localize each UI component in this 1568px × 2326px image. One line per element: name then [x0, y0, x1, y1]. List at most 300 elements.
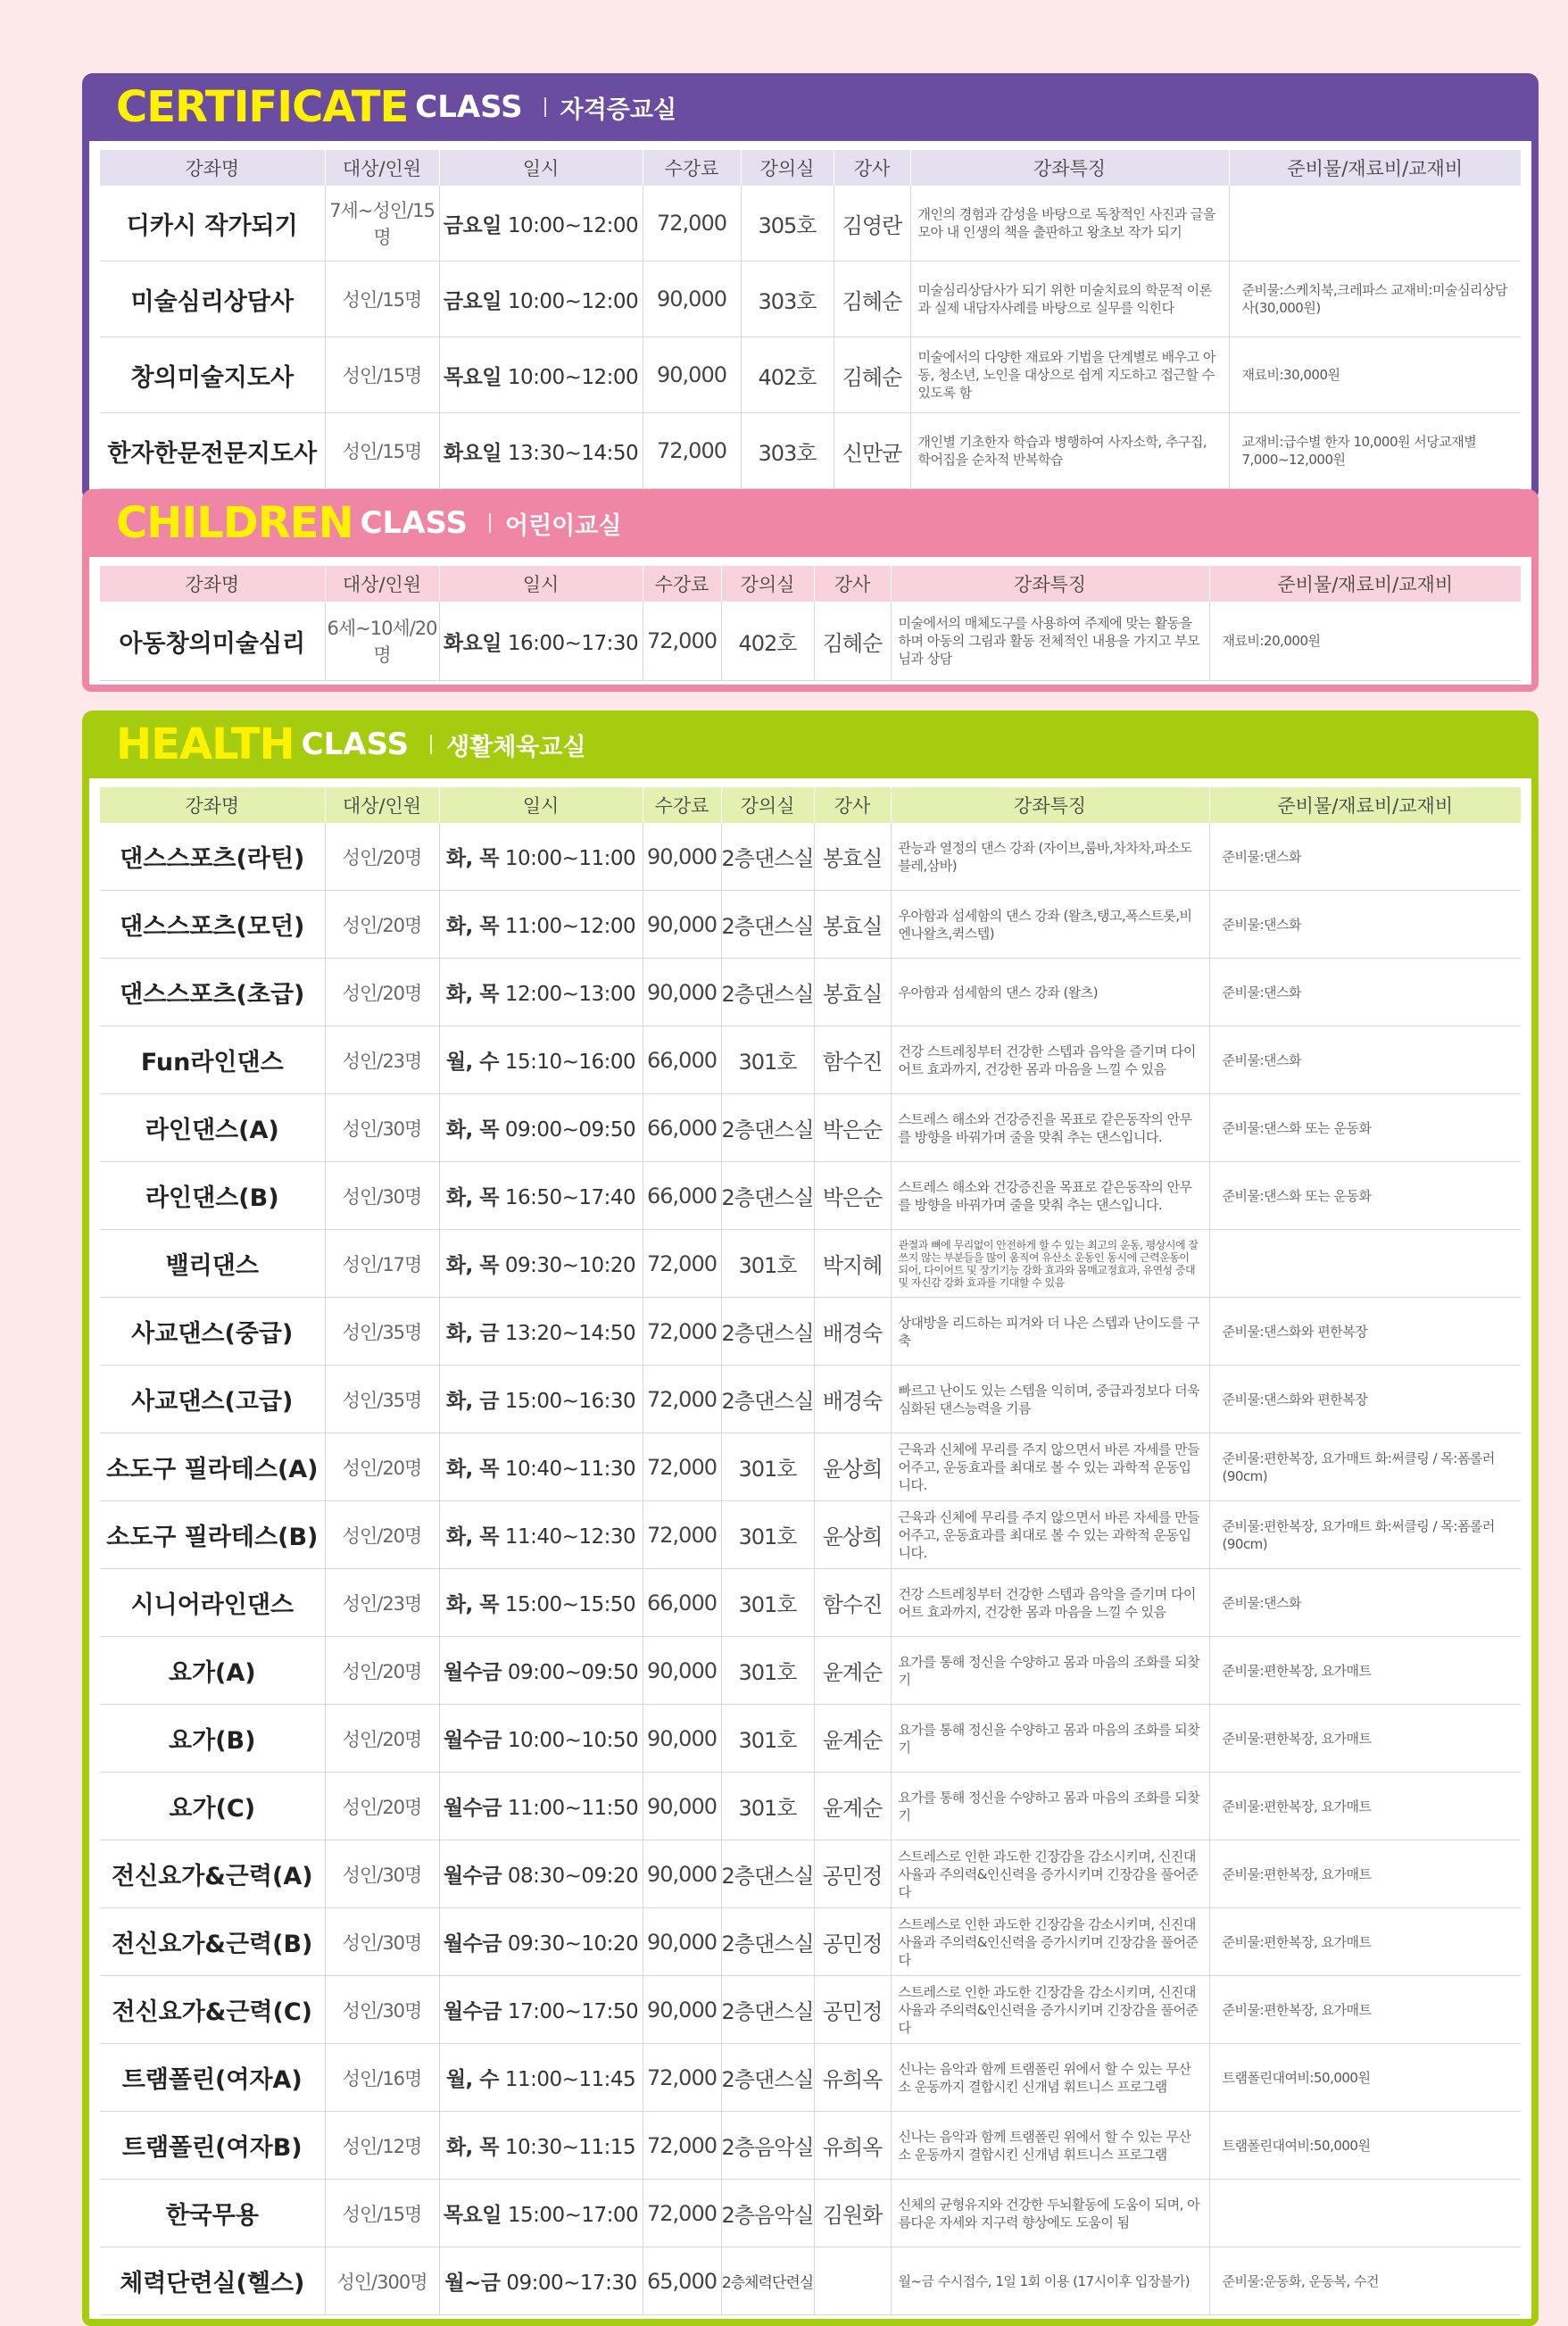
table-row	[100, 959, 1521, 1026]
course-fee: 90,000	[643, 823, 721, 891]
course-teacher: 공민정	[814, 1908, 891, 1976]
course-hours: 10:30~11:15	[504, 2136, 636, 2159]
course-room: 303호	[741, 413, 834, 489]
course-schedule	[439, 1230, 643, 1298]
course-day: 화, 목	[445, 915, 500, 938]
course-target: 성인/15명	[325, 2180, 439, 2247]
course-name: 밸리댄스	[100, 1230, 325, 1298]
course-teacher: 윤계순	[814, 1773, 891, 1840]
health-table-wrap	[82, 778, 1539, 2326]
course-hours: 10:00~12:00	[507, 213, 639, 237]
course-target: 성인/15명	[325, 262, 439, 337]
course-fee: 90,000	[643, 1976, 721, 2044]
course-day: 월수금	[443, 1865, 502, 1888]
table-header-row	[100, 566, 1521, 602]
course-hours: 12:00~13:00	[504, 983, 636, 1006]
column-header-prep: 준비물/재료비/교재비	[1209, 566, 1521, 602]
course-room: 2층음악실	[721, 2112, 814, 2180]
course-schedule	[439, 1298, 643, 1366]
table-row	[100, 1705, 1521, 1773]
course-hours: 11:00~12:00	[504, 915, 636, 938]
course-day: 화, 금	[445, 1390, 500, 1413]
course-name: 소도구 필라테스(B)	[100, 1501, 325, 1569]
table-row	[100, 1094, 1521, 1162]
column-header-prep: 준비물/재료비/교재비	[1209, 787, 1521, 823]
table-body	[100, 602, 1521, 681]
course-name: 사교댄스(고급)	[100, 1366, 325, 1433]
course-target: 성인/30명	[325, 1976, 439, 2044]
course-fee: 72,000	[643, 1366, 721, 1433]
table-row	[100, 823, 1521, 891]
course-feature: 상대방을 리드하는 피겨와 더 나은 스텝과 난이도를 구축	[891, 1298, 1209, 1366]
course-schedule	[439, 1094, 643, 1162]
divider	[489, 513, 491, 533]
column-header-target: 대상/인원	[325, 787, 439, 823]
course-fee: 90,000	[643, 337, 741, 413]
course-prep	[1229, 186, 1521, 262]
course-room: 2층체력단련실	[721, 2247, 814, 2315]
course-target: 성인/30명	[325, 1840, 439, 1908]
course-name: 트램폴린(여자B)	[100, 2112, 325, 2180]
course-feature: 관능과 열정의 댄스 강좌 (자이브,룸바,차차차,파소도블레,삼바)	[891, 823, 1209, 891]
table-row	[100, 1976, 1521, 2044]
course-target: 성인/20명	[325, 891, 439, 959]
course-prep: 재료비:20,000원	[1209, 602, 1521, 681]
course-feature: 우아함과 섬세함의 댄스 강좌 (왈츠)	[891, 959, 1209, 1026]
column-header-target: 대상/인원	[325, 566, 439, 602]
course-teacher: 배경숙	[814, 1298, 891, 1366]
course-name: 라인댄스(B)	[100, 1162, 325, 1230]
course-day: 화, 목	[445, 1458, 500, 1481]
course-teacher: 신만균	[834, 413, 910, 489]
health-section	[82, 710, 1539, 2326]
course-room: 2층댄스실	[721, 1094, 814, 1162]
course-name: 트램폴린(여자A)	[100, 2044, 325, 2112]
course-hours: 09:30~10:20	[504, 1254, 636, 1277]
course-prep: 준비물:댄스화와 편한복장	[1209, 1366, 1521, 1433]
course-feature: 요가를 통해 정신을 수양하고 몸과 마음의 조화를 되찾기	[891, 1705, 1209, 1773]
table-row	[100, 2044, 1521, 2112]
course-schedule	[439, 337, 643, 413]
course-day: 월, 수	[445, 1051, 500, 1074]
children-header	[82, 489, 1539, 557]
course-fee: 90,000	[643, 1908, 721, 1976]
course-target: 성인/20명	[325, 823, 439, 891]
table-row	[100, 337, 1521, 413]
children-title: CHILDREN	[116, 498, 353, 548]
course-target: 성인/300명	[325, 2247, 439, 2315]
course-feature: 우아함과 섬세함의 댄스 강좌 (왈츠,탱고,폭스트롯,비엔나왈츠,퀵스텝)	[891, 891, 1209, 959]
course-hours: 13:20~14:50	[504, 1322, 636, 1345]
course-feature: 건강 스트레칭부터 건강한 스텝과 음악을 즐기며 다이어트 효과까지, 건강한 몸과 마음을 느낄 수 있음	[891, 1026, 1209, 1094]
course-day: 화요일	[443, 631, 502, 655]
course-prep: 준비물:댄스화	[1209, 891, 1521, 959]
table-row	[100, 1298, 1521, 1366]
course-prep: 준비물:편한복장, 요가매트	[1209, 1908, 1521, 1976]
course-schedule	[439, 1162, 643, 1230]
column-header-fee: 수강료	[643, 566, 721, 602]
course-feature: 건강 스트레칭부터 건강한 스텝과 음악을 즐기며 다이어트 효과까지, 건강한 몸과 마음을 느낄 수 있음	[891, 1569, 1209, 1637]
course-feature: 요가를 통해 정신을 수양하고 몸과 마음의 조화를 되찾기	[891, 1773, 1209, 1840]
course-hours: 10:00~10:50	[507, 1729, 639, 1752]
column-header-time: 일시	[439, 566, 643, 602]
course-prep: 준비물:댄스화 또는 운동화	[1209, 1094, 1521, 1162]
course-name: 아동창의미술심리	[100, 602, 325, 681]
course-target: 성인/35명	[325, 1366, 439, 1433]
course-teacher: 윤상희	[814, 1433, 891, 1501]
course-room: 2층댄스실	[721, 1908, 814, 1976]
children-subtitle: 어린이교실	[505, 511, 622, 540]
table-header-row	[100, 787, 1521, 823]
course-feature: 근육과 신체에 무리를 주지 않으면서 바른 자세를 만들어주고, 운동효과를 최대로 볼 수 있는 과학적 운동입니다.	[891, 1501, 1209, 1569]
course-name: 전신요가&근력(C)	[100, 1976, 325, 2044]
column-header-fee: 수강료	[643, 150, 741, 186]
course-schedule	[439, 186, 643, 262]
table-row	[100, 1773, 1521, 1840]
course-fee: 90,000	[643, 262, 741, 337]
course-room: 2층댄스실	[721, 823, 814, 891]
course-teacher: 윤계순	[814, 1705, 891, 1773]
course-fee: 66,000	[643, 1094, 721, 1162]
course-teacher: 봉효실	[814, 823, 891, 891]
course-schedule	[439, 1976, 643, 2044]
course-prep	[1209, 1230, 1521, 1298]
course-fee: 90,000	[643, 1705, 721, 1773]
course-hours: 16:00~17:30	[507, 631, 639, 655]
course-hours: 10:00~12:00	[507, 289, 639, 313]
course-day: 목요일	[443, 2204, 502, 2227]
course-prep: 재료비:30,000원	[1229, 337, 1521, 413]
course-name: 미술심리상담사	[100, 262, 325, 337]
course-target: 성인/12명	[325, 2112, 439, 2180]
course-target: 성인/17명	[325, 1230, 439, 1298]
course-target: 성인/16명	[325, 2044, 439, 2112]
column-header-name: 강좌명	[100, 787, 325, 823]
certificate-header	[82, 73, 1539, 141]
divider	[430, 735, 432, 754]
course-target: 성인/20명	[325, 959, 439, 1026]
course-name: 댄스스포츠(라틴)	[100, 823, 325, 891]
course-prep: 준비물:댄스화 또는 운동화	[1209, 1162, 1521, 1230]
course-schedule	[439, 1840, 643, 1908]
course-schedule	[439, 959, 643, 1026]
course-target: 성인/30명	[325, 1094, 439, 1162]
course-day: 월수금	[443, 2000, 502, 2023]
course-feature: 스트레스 해소와 건강증진을 목표로 같은동작의 안무를 방향을 바꿔가며 줄을 맞춰 추는 댄스입니다.	[891, 1162, 1209, 1230]
course-schedule	[439, 1366, 643, 1433]
course-hours: 11:00~11:50	[507, 1797, 639, 1820]
table-body	[100, 186, 1521, 489]
course-schedule	[439, 1705, 643, 1773]
course-schedule	[439, 1501, 643, 1569]
course-room: 301호	[721, 1433, 814, 1501]
course-fee: 90,000	[643, 1773, 721, 1840]
course-room: 301호	[721, 1773, 814, 1840]
course-day: 화, 목	[445, 1254, 500, 1277]
course-hours: 15:10~16:00	[504, 1051, 636, 1074]
course-prep: 준비물:편한복장, 요가매트 화:써클링 / 목:폼롤러(90cm)	[1209, 1501, 1521, 1569]
course-schedule	[439, 2112, 643, 2180]
column-header-teacher: 강사	[834, 150, 910, 186]
column-header-prep: 준비물/재료비/교재비	[1229, 150, 1521, 186]
column-header-time: 일시	[439, 150, 643, 186]
course-hours: 15:00~15:50	[504, 1593, 636, 1616]
course-room: 2층댄스실	[721, 1366, 814, 1433]
table-row	[100, 1637, 1521, 1705]
certificate-class-label: CLASS	[415, 89, 523, 125]
course-name: 요가(C)	[100, 1773, 325, 1840]
course-name: 요가(A)	[100, 1637, 325, 1705]
course-schedule	[439, 1433, 643, 1501]
course-teacher: 김영란	[834, 186, 910, 262]
course-name: 소도구 필라테스(A)	[100, 1433, 325, 1501]
course-hours: 09:30~10:20	[507, 1932, 639, 1956]
column-header-name: 강좌명	[100, 566, 325, 602]
course-room: 402호	[721, 602, 814, 681]
course-room: 305호	[741, 186, 834, 262]
course-teacher: 박지혜	[814, 1230, 891, 1298]
table-row	[100, 1433, 1521, 1501]
course-hours: 17:00~17:50	[507, 2000, 639, 2023]
course-schedule	[439, 413, 643, 489]
course-feature: 신나는 음악과 함께 트램폴린 위에서 할 수 있는 무산소 운동까지 결합시킨 신개념 휘트니스 프로그램	[891, 2112, 1209, 2180]
column-header-target: 대상/인원	[325, 150, 439, 186]
course-day: 월, 수	[445, 2068, 500, 2091]
certificate-table-wrap	[82, 141, 1539, 500]
course-room: 301호	[721, 1705, 814, 1773]
course-day: 목요일	[443, 365, 502, 389]
course-schedule	[439, 1026, 643, 1094]
course-room: 301호	[721, 1501, 814, 1569]
course-target: 성인/20명	[325, 1773, 439, 1840]
course-day: 화, 목	[445, 847, 500, 870]
course-target: 성인/20명	[325, 1501, 439, 1569]
course-target: 6세~10세/20명	[325, 602, 439, 681]
course-name: 디카시 작가되기	[100, 186, 325, 262]
course-fee: 90,000	[643, 959, 721, 1026]
course-schedule	[439, 262, 643, 337]
course-name: 한국무용	[100, 2180, 325, 2247]
course-fee: 72,000	[643, 413, 741, 489]
health-class-label: CLASS	[301, 727, 410, 762]
column-header-feature: 강좌특징	[891, 787, 1209, 823]
course-name: 댄스스포츠(모던)	[100, 891, 325, 959]
course-feature: 미술에서의 매체도구를 사용하여 주제에 맞는 활동을 하며 아동의 그림과 활동 전체적인 내용을 가지고 부모님과 상담	[891, 602, 1209, 681]
course-fee: 66,000	[643, 1026, 721, 1094]
course-teacher: 유희옥	[814, 2044, 891, 2112]
column-header-room: 강의실	[721, 566, 814, 602]
table-row	[100, 2247, 1521, 2315]
course-room: 2층댄스실	[721, 1976, 814, 2044]
course-name: 사교댄스(중급)	[100, 1298, 325, 1366]
course-hours: 09:00~09:50	[504, 1118, 636, 1142]
course-prep	[1209, 2180, 1521, 2247]
table-row	[100, 1908, 1521, 1976]
course-hours: 10:00~11:00	[504, 847, 636, 870]
course-target: 성인/15명	[325, 413, 439, 489]
course-target: 성인/23명	[325, 1569, 439, 1637]
course-schedule	[439, 2044, 643, 2112]
course-target: 7세~성인/15명	[325, 186, 439, 262]
course-name: 전신요가&근력(B)	[100, 1908, 325, 1976]
course-prep: 준비물:댄스화	[1209, 959, 1521, 1026]
course-room: 303호	[741, 262, 834, 337]
column-header-feature: 강좌특징	[910, 150, 1229, 186]
course-hours: 09:00~17:30	[506, 2272, 637, 2295]
course-day: 화, 금	[445, 1322, 500, 1345]
course-day: 금요일	[443, 289, 502, 313]
course-fee: 72,000	[643, 2112, 721, 2180]
course-teacher: 윤상희	[814, 1501, 891, 1569]
course-fee: 72,000	[643, 1298, 721, 1366]
certificate-subtitle: 자격증교실	[560, 96, 677, 124]
table-row	[100, 413, 1521, 489]
course-room: 2층댄스실	[721, 1840, 814, 1908]
column-header-name: 강좌명	[100, 150, 325, 186]
course-prep: 준비물:편한복장, 요가매트	[1209, 1976, 1521, 2044]
table-header-row	[100, 150, 1521, 186]
course-day: 화, 목	[445, 1118, 500, 1142]
course-fee: 72,000	[643, 1230, 721, 1298]
course-feature: 스트레스로 인한 과도한 긴장감을 감소시키며, 신진대사율과 주의력&인신력을 증가시키며 긴장감을 풀어준다	[891, 1908, 1209, 1976]
course-prep: 준비물:댄스화	[1209, 1569, 1521, 1637]
course-name: 전신요가&근력(A)	[100, 1840, 325, 1908]
course-prep: 준비물:편한복장, 요가매트 화:써클링 / 목:폼롤러(90cm)	[1209, 1433, 1521, 1501]
course-fee: 72,000	[643, 186, 741, 262]
course-schedule	[439, 1908, 643, 1976]
course-prep: 준비물:편한복장, 요가매트	[1209, 1773, 1521, 1840]
course-name: 라인댄스(A)	[100, 1094, 325, 1162]
course-teacher: 함수진	[814, 1026, 891, 1094]
certificate-title: CERTIFICATE	[116, 82, 409, 132]
table-row	[100, 1569, 1521, 1637]
course-teacher: 김혜순	[834, 337, 910, 413]
course-feature: 빠르고 난이도 있는 스텝을 익히며, 중급과정보다 더욱 심화된 댄스능력을 기름	[891, 1366, 1209, 1433]
course-day: 월~금	[444, 2272, 501, 2295]
course-prep: 준비물:편한복장, 요가매트	[1209, 1840, 1521, 1908]
course-feature: 스트레스 해소와 건강증진을 목표로 같은동작의 안무를 방향을 바꿔가며 줄을 맞춰 추는 댄스입니다.	[891, 1094, 1209, 1162]
course-room: 301호	[721, 1230, 814, 1298]
table-row	[100, 1230, 1521, 1298]
course-schedule	[439, 1569, 643, 1637]
course-feature: 월~금 수시접수, 1일 1회 이용 (17시이후 입장불가)	[891, 2247, 1209, 2315]
column-header-feature: 강좌특징	[891, 566, 1209, 602]
course-name: 창의미술지도사	[100, 337, 325, 413]
course-room: 301호	[721, 1026, 814, 1094]
course-room: 2층댄스실	[721, 2044, 814, 2112]
course-room: 2층댄스실	[721, 959, 814, 1026]
course-hours: 15:00~17:00	[507, 2204, 639, 2227]
course-room: 2층댄스실	[721, 1298, 814, 1366]
course-prep: 준비물:운동화, 운동복, 수건	[1209, 2247, 1521, 2315]
course-target: 성인/15명	[325, 337, 439, 413]
course-schedule	[439, 1773, 643, 1840]
course-teacher: 박은순	[814, 1162, 891, 1230]
course-target: 성인/20명	[325, 1637, 439, 1705]
course-name: 요가(B)	[100, 1705, 325, 1773]
course-target: 성인/20명	[325, 1433, 439, 1501]
course-target: 성인/30명	[325, 1908, 439, 1976]
course-teacher: 윤계순	[814, 1637, 891, 1705]
course-target: 성인/35명	[325, 1298, 439, 1366]
course-prep: 준비물:댄스화	[1209, 823, 1521, 891]
course-teacher: 김원화	[814, 2180, 891, 2247]
course-prep: 교재비:급수별 한자 10,000원 서당교재별 7,000~12,000원	[1229, 413, 1521, 489]
course-teacher: 김혜순	[834, 262, 910, 337]
certificate-table	[100, 150, 1521, 489]
course-feature: 미술에서의 다양한 재료와 기법을 단계별로 배우고 아동, 청소년, 노인을 대상으로 쉽게 지도하고 접근할 수 있도록 함	[910, 337, 1229, 413]
course-prep: 트램폴린대여비:50,000원	[1209, 2044, 1521, 2112]
course-target: 성인/23명	[325, 1026, 439, 1094]
course-prep: 트램폴린대여비:50,000원	[1209, 2112, 1521, 2180]
course-name: 댄스스포츠(초급)	[100, 959, 325, 1026]
children-table	[100, 566, 1521, 681]
table-row	[100, 186, 1521, 262]
course-day: 화, 목	[445, 1525, 500, 1549]
course-fee: 90,000	[643, 1840, 721, 1908]
course-day: 화, 목	[445, 2136, 500, 2159]
table-row	[100, 1162, 1521, 1230]
column-header-fee: 수강료	[643, 787, 721, 823]
course-room: 2층음악실	[721, 2180, 814, 2247]
course-fee: 72,000	[643, 2180, 721, 2247]
course-fee: 66,000	[643, 1162, 721, 1230]
table-row	[100, 2112, 1521, 2180]
course-feature: 신체의 균형유지와 건강한 두뇌활동에 도움이 되며, 아름다운 자세와 지구력 향상에도 도움이 됨	[891, 2180, 1209, 2247]
course-schedule	[439, 891, 643, 959]
course-feature: 관절과 뼈에 무리없이 안전하게 할 수 있는 최고의 운동, 평상시에 잘 쓰지 않는 부분들을 많이 움직여 유산소 운동인 동시에 근력운동이 되어, 다이어트 및 장기기능 강화 효과와 몸매교정효과, 유연성 증대 및 자신감 강화 효과를 기대할 수 있음	[891, 1230, 1209, 1298]
course-feature: 근육과 신체에 무리를 주지 않으면서 바른 자세를 만들어주고, 운동효과를 최대로 볼 수 있는 과학적 운동입니다.	[891, 1433, 1209, 1501]
health-header	[82, 710, 1539, 778]
children-class-label: CLASS	[360, 505, 468, 541]
course-feature: 스트레스로 인한 과도한 긴장감을 감소시키며, 신진대사율과 주의력&인신력을 증가시키며 긴장감을 풀어준다	[891, 1840, 1209, 1908]
course-feature: 미술심리상담사가 되기 위한 미술치료의 학문적 이론과 실제 내담자사례를 바탕으로 실무를 익힌다	[910, 262, 1229, 337]
course-schedule	[439, 1637, 643, 1705]
course-feature: 스트레스로 인한 과도한 긴장감을 감소시키며, 신진대사율과 주의력&인신력을 증가시키며 긴장감을 풀어준다	[891, 1976, 1209, 2044]
course-teacher: 함수진	[814, 1569, 891, 1637]
course-hours: 10:40~11:30	[504, 1458, 636, 1481]
course-day: 월수금	[443, 1797, 502, 1820]
course-prep: 준비물:댄스화	[1209, 1026, 1521, 1094]
column-header-teacher: 강사	[814, 566, 891, 602]
course-feature: 개인의 경험과 감성을 바탕으로 독창적인 사진과 글을 모아 내 인생의 책을 출판하고 왕초보 작가 되기	[910, 186, 1229, 262]
divider	[544, 97, 546, 117]
course-teacher: 김혜순	[814, 602, 891, 681]
course-prep: 준비물:댄스화와 편한복장	[1209, 1298, 1521, 1366]
course-fee: 90,000	[643, 1637, 721, 1705]
course-fee: 72,000	[643, 602, 721, 681]
course-hours: 09:00~09:50	[507, 1661, 639, 1684]
course-hours: 15:00~16:30	[504, 1390, 636, 1413]
course-fee: 90,000	[643, 891, 721, 959]
table-row	[100, 1026, 1521, 1094]
course-day: 월수금	[443, 1932, 502, 1956]
course-prep: 준비물:스케치북,크레파스 교재비:미술심리상담사(30,000원)	[1229, 262, 1521, 337]
course-room: 301호	[721, 1569, 814, 1637]
table-row	[100, 1366, 1521, 1433]
course-teacher: 봉효실	[814, 959, 891, 1026]
health-table	[100, 787, 1521, 2315]
course-fee: 72,000	[643, 2044, 721, 2112]
course-room: 2층댄스실	[721, 1162, 814, 1230]
course-day: 금요일	[443, 213, 502, 237]
course-day: 화요일	[443, 441, 502, 465]
column-header-room: 강의실	[741, 150, 834, 186]
course-prep: 준비물:편한복장, 요가매트	[1209, 1705, 1521, 1773]
table-row	[100, 1501, 1521, 1569]
health-title: HEALTH	[116, 719, 295, 769]
course-teacher	[814, 2247, 891, 2315]
